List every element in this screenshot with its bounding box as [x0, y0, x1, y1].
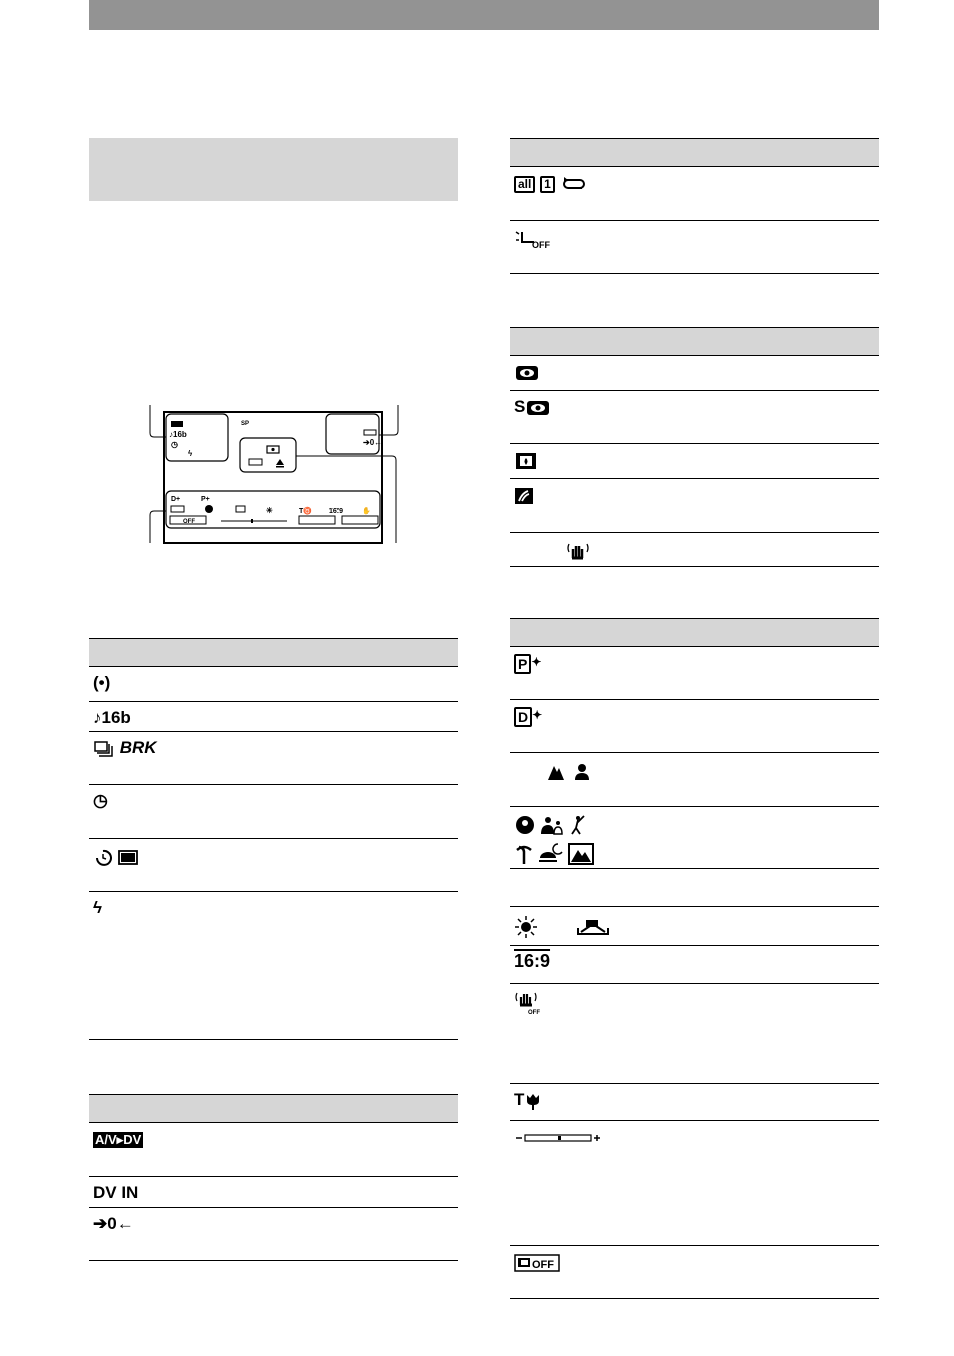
table-header — [510, 327, 879, 356]
table-row — [510, 984, 879, 1084]
spacer-row — [510, 869, 879, 907]
steadyshot-off-icon — [514, 991, 542, 1015]
table-row — [89, 839, 458, 892]
color-slow-shutter-icon — [514, 451, 538, 471]
lcd-display-off-label: OFF — [532, 1258, 554, 1271]
scene-selection-icons — [514, 814, 596, 866]
tele-macro-icon: T — [514, 1090, 525, 1109]
dv-in-icon: DV IN — [93, 1183, 139, 1202]
svg-text:P+: P+ — [201, 496, 210, 503]
table-row — [510, 946, 879, 984]
nightshot-icon — [514, 364, 540, 382]
burst-icon: BRK — [119, 738, 157, 757]
svg-text:T♉: T♉ — [299, 508, 312, 515]
table-row — [89, 667, 458, 702]
repeat-icon — [560, 176, 588, 192]
sparkle-icon: ✦ — [531, 655, 542, 669]
svg-text:SP: SP — [241, 421, 250, 427]
zero-set-memory-icon: ➔0← — [93, 1214, 134, 1233]
table-header — [510, 138, 879, 167]
exposure-bar-icon — [514, 1131, 604, 1145]
right-table-3 — [510, 618, 879, 1299]
svg-text:ϟ: ϟ — [188, 449, 193, 458]
lcd-display-off-icon — [514, 1254, 560, 1272]
lcd-audio-label: ♪16b — [169, 430, 187, 439]
table-row — [510, 444, 879, 479]
super-nightshot-icon: S — [514, 397, 526, 416]
table-row — [89, 785, 458, 839]
left-table-1 — [89, 638, 458, 1040]
svg-text:➔0←: ➔0← — [363, 438, 383, 447]
table-row — [510, 907, 879, 946]
all-icon: all — [514, 176, 535, 193]
audio-mode-icon: ♪16b — [93, 708, 131, 727]
table-row — [510, 1084, 879, 1121]
burst-frames-icon — [93, 740, 115, 758]
focus-icons — [546, 760, 606, 782]
table-row — [89, 1208, 458, 1261]
nightshot-icon — [525, 399, 551, 417]
right-table-1 — [510, 138, 879, 274]
svg-text:16:9: 16:9 — [329, 508, 344, 515]
tulip-icon — [524, 1092, 542, 1110]
lcd-backlight-off-icon — [514, 228, 556, 248]
table-header — [89, 1094, 458, 1123]
table-row — [510, 1246, 879, 1299]
table-row — [510, 391, 879, 444]
table-row — [510, 221, 879, 274]
svg-text:OFF: OFF — [532, 240, 550, 248]
av-dv-icon: A/V▸DV — [95, 1132, 142, 1147]
table-row — [510, 807, 879, 869]
table-row — [510, 533, 879, 567]
sparkle-icon: ✦ — [532, 708, 543, 722]
table-row — [510, 753, 879, 807]
interval-rec-icon — [93, 846, 139, 866]
table-row — [89, 892, 458, 1040]
self-timer-icon: ◷ — [93, 791, 108, 810]
table-row — [510, 700, 879, 753]
svg-text:D+: D+ — [171, 496, 181, 503]
table-row — [510, 167, 879, 221]
svg-text:◷: ◷ — [171, 440, 178, 449]
table-row — [510, 1121, 879, 1246]
table-row — [510, 356, 879, 391]
steadyshot-hand-icon — [566, 540, 590, 562]
table-row — [89, 702, 458, 732]
table-row — [510, 647, 879, 700]
flash-icon: ϟ — [93, 898, 102, 917]
remote-icon: (•) — [93, 673, 111, 692]
svg-text:OFF: OFF — [528, 1010, 540, 1015]
telemacro-tele-icon — [514, 487, 534, 505]
table-header — [510, 618, 879, 647]
table-header — [89, 638, 458, 667]
left-table-2 — [89, 1094, 458, 1261]
white-balance-icons — [514, 916, 614, 938]
svg-text:✋: ✋ — [362, 508, 371, 515]
table-row — [89, 732, 458, 785]
table-row — [89, 1123, 458, 1177]
table-row — [89, 1177, 458, 1208]
picture-effect-icon: P — [514, 654, 531, 674]
one-icon: 1 — [540, 176, 555, 193]
svg-text:OFF: OFF — [183, 519, 195, 525]
wide-mode-icon: 16:9 — [514, 951, 551, 971]
table-row — [510, 479, 879, 533]
digital-effect-icon: D — [514, 707, 532, 727]
right-table-2 — [510, 327, 879, 567]
svg-text:✳: ✳ — [266, 506, 273, 515]
